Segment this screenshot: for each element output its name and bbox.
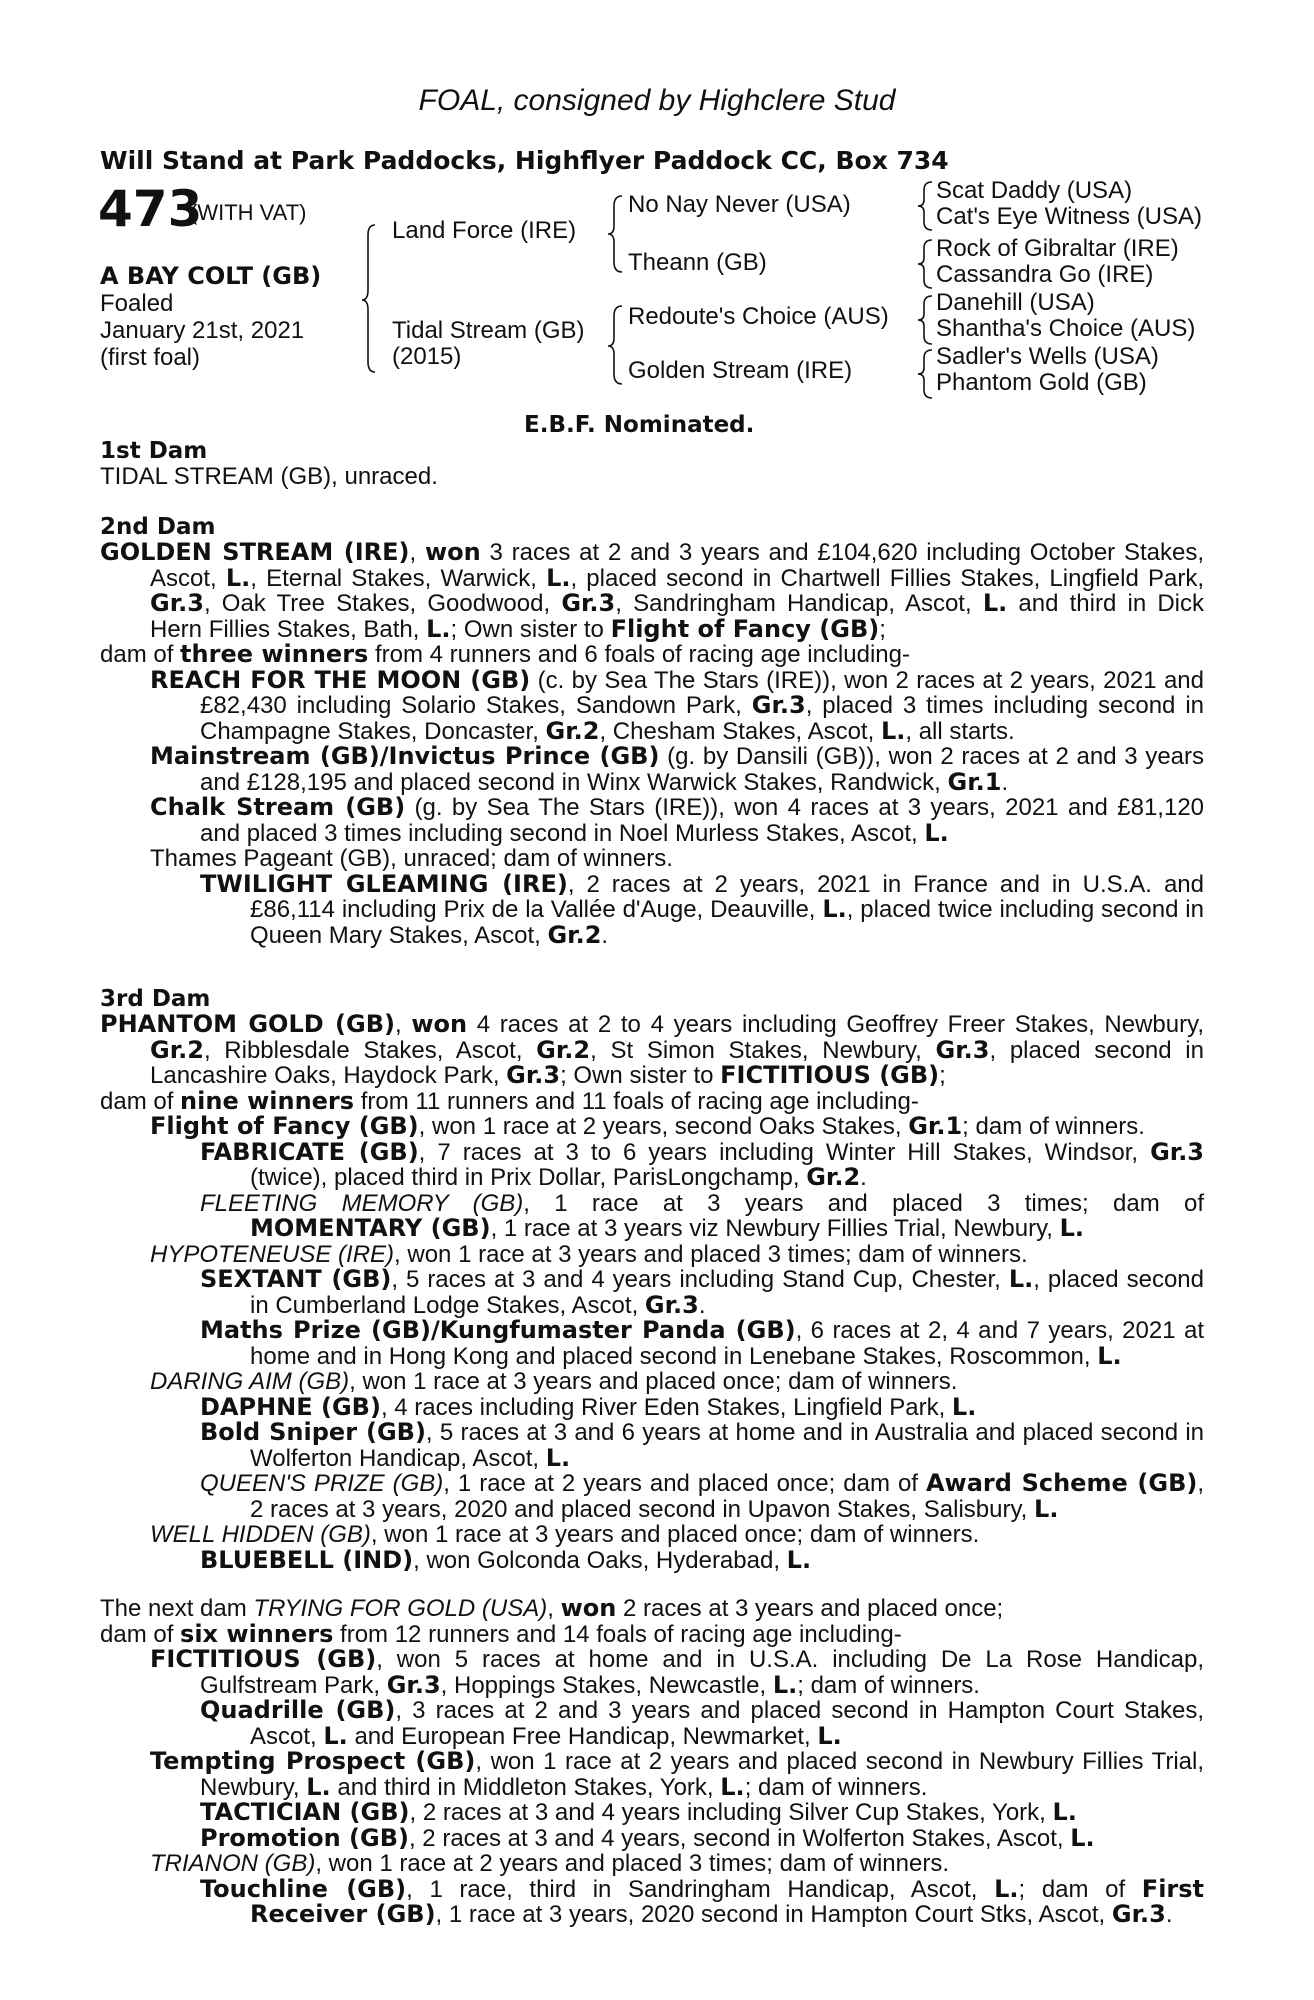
pedigree-sire: Land Force (IRE) bbox=[392, 217, 577, 244]
horse-name: A BAY COLT (GB) bbox=[100, 262, 322, 290]
pedigree-ss-dam: Cat's Eye Witness (USA) bbox=[936, 203, 1202, 230]
pedigree-ds-sire: Danehill (USA) bbox=[936, 289, 1095, 316]
produce-entry: WELL HIDDEN (GB), won 1 race at 3 years and placed once; dam of winners. bbox=[150, 1521, 980, 1548]
next-dam-body bbox=[100, 1596, 1204, 1928]
pedigree-dam-dam: Golden Stream (IRE) bbox=[628, 357, 853, 384]
pedigree-dam: Tidal Stream (GB) bbox=[392, 317, 585, 344]
first-dam-heading: 1st Dam bbox=[100, 438, 208, 464]
produce-entry: FLEETING MEMORY (GB), 1 race at 3 years and placed 3 times; dam of bbox=[200, 1189, 1204, 1217]
pedigree-sire-sire: No Nay Never (USA) bbox=[628, 191, 851, 218]
bracket-sire bbox=[608, 196, 622, 272]
third-dam-heading: 3rd Dam bbox=[100, 986, 211, 1012]
produce-entry: BLUEBELL (IND), won Golconda Oaks, Hyderabad, L. bbox=[200, 1545, 812, 1574]
pedigree-ss-sire: Scat Daddy (USA) bbox=[936, 177, 1133, 204]
stand-location: Will Stand at Park Paddocks, Highflyer Paddock CC, Box 734 bbox=[100, 146, 949, 175]
produce-entry: Thames Pageant (GB), unraced; dam of winners. bbox=[150, 845, 673, 872]
produce-entry: Flight of Fancy (GB), won 1 race at 2 years, second Oaks Stakes, Gr.1; dam of winners. bbox=[150, 1112, 1145, 1140]
pedigree-dam-sire: Redoute's Choice (AUS) bbox=[628, 303, 889, 330]
foaled-label: Foaled bbox=[100, 290, 174, 317]
catalogue-header: FOAL, consigned by Highclere Stud bbox=[418, 84, 896, 117]
produce-entry: TWILIGHT GLEAMING (IRE), 2 races at 2 years, 2021 in France and in U.S.A. and £86,114 including Prix de la Vallée d'Auge, Deauville, L., placed twice including second in Queen Mary Stakes, Ascot, Gr.2. bbox=[200, 869, 1204, 949]
second-dam-record: GOLDEN STREAM (IRE), won 3 races at 2 and 3 years and £104,620 including October Stakes, Ascot, L., Eternal Stakes, Warwick, L., placed second in Chartwell Fillies Stakes, Lingfield Park, Gr.3, Oak Tree Stakes, Goodwood, Gr.3, Sandringham Handicap, Ascot, L. and third in Dick Hern Fillies Stakes, Bath, L.; Own sister to Flight of Fancy (GB); bbox=[100, 538, 1204, 643]
bracket-sd bbox=[918, 240, 932, 288]
produce-entry: Maths Prize (GB)/Kungfumaster Panda (GB), 6 races at 2, 4 and 7 years, 2021 at home and in Hong Kong and placed second in Lenebane Stakes, Roscommon, L. bbox=[200, 1316, 1204, 1370]
bracket-dd bbox=[918, 350, 932, 398]
produce-entry: SEXTANT (GB), 5 races at 3 and 4 years including Stand Cup, Chester, L., placed second in Cumberland Lodge Stakes, Ascot, Gr.3. bbox=[200, 1265, 1205, 1319]
produce-entry: MOMENTARY (GB), 1 race at 3 years viz Newbury Fillies Trial, Newbury, L. bbox=[250, 1214, 1085, 1242]
bracket-dam bbox=[608, 306, 622, 384]
pedigree-sire-dam: Theann (GB) bbox=[628, 249, 767, 276]
produce-entry: FABRICATE (GB), 7 races at 3 to 6 years including Winter Hill Stakes, Windsor, Gr.3 (twice), placed third in Prix Dollar, ParisLongchamp, Gr.2. bbox=[200, 1137, 1205, 1191]
second-dam-produce-summary: dam of three winners from 4 runners and 6 foals of racing age including- bbox=[100, 640, 910, 668]
produce-entry: Chalk Stream (GB) (g. by Sea The Stars (IRE)), won 4 races at 3 years, 2021 and £81,120 and placed 3 times including second in Noel Murless Stakes, Ascot, L. bbox=[150, 793, 1205, 847]
bracket-gen1 bbox=[362, 225, 375, 372]
produce-entry: TRIANON (GB), won 1 race at 2 years and placed 3 times; dam of winners. bbox=[150, 1850, 949, 1877]
third-dam-produce-summary: dam of nine winners from 11 runners and 11 foals of racing age including- bbox=[100, 1086, 919, 1115]
ebf-nomination: E.B.F. Nominated. bbox=[524, 412, 755, 438]
produce-entry: Touchline (GB), 1 race, third in Sandringham Handicap, Ascot, L.; dam of First Receiver (GB), 1 race at 3 years, 2020 second in Hampton Court Stks, Ascot, Gr.3. bbox=[200, 1874, 1205, 1928]
vat-note: (WITH VAT) bbox=[190, 200, 307, 225]
second-dam-body bbox=[100, 540, 1204, 948]
bracket-ss bbox=[918, 182, 932, 230]
next-dam-record: The next dam TRYING FOR GOLD (USA), won 2 races at 3 years and placed once; bbox=[100, 1594, 1004, 1622]
next-dam-produce-summary: dam of six winners from 12 runners and 14 foals of racing age including- bbox=[100, 1619, 902, 1648]
foaled-date: January 21st, 2021 bbox=[100, 317, 305, 344]
produce-entry: DAPHNE (GB), 4 races including River Eden Stakes, Lingfield Park, L. bbox=[200, 1392, 977, 1421]
produce-entry: DARING AIM (GB), won 1 race at 3 years and placed once; dam of winners. bbox=[150, 1368, 958, 1395]
produce-entry: Quadrille (GB), 3 races at 2 and 3 years and placed second in Hampton Court Stakes, Ascot, L. and European Free Handicap, Newmarket, L. bbox=[200, 1696, 1204, 1750]
produce-entry: REACH FOR THE MOON (GB) (c. by Sea The Stars (IRE)), won 2 races at 2 years, 2021 and £82,430 including Solario Stakes, Sandown Park, Gr.3, placed 3 times including second in Champagne Stakes, Doncaster, Gr.2, Chesham Stakes, Ascot, L., all starts. bbox=[150, 665, 1204, 745]
third-dam-record: PHANTOM GOLD (GB), won 4 races at 2 to 4 years including Geoffrey Freer Stakes, Newbury, Gr.2, Ribblesdale Stakes, Ascot, Gr.2, St Simon Stakes, Newbury, Gr.3, placed second in Lancashire Oaks, Haydock Park, Gr.3; Own sister to FICTITIOUS (GB); bbox=[100, 1010, 1205, 1089]
lot-number: 473 bbox=[98, 180, 203, 238]
third-dam-body bbox=[100, 1012, 1204, 1573]
pedigree-dd-dam: Phantom Gold (GB) bbox=[936, 369, 1147, 396]
second-dam-heading: 2nd Dam bbox=[100, 514, 216, 540]
foal-note: (first foal) bbox=[100, 344, 201, 371]
produce-entry: TACTICIAN (GB), 2 races at 3 and 4 years including Silver Cup Stakes, York, L. bbox=[200, 1798, 1077, 1826]
produce-entry: Promotion (GB), 2 races at 3 and 4 years, second in Wolferton Stakes, Ascot, L. bbox=[200, 1823, 1095, 1852]
bracket-ds bbox=[918, 296, 932, 344]
produce-entry: FICTITIOUS (GB), won 5 races at home and in U.S.A. including De La Rose Handicap, Gulfstream Park, Gr.3, Hoppings Stakes, Newcastle, L.; dam of winners. bbox=[150, 1645, 1204, 1699]
pedigree-dam-year: (2015) bbox=[392, 343, 462, 370]
pedigree-sd-sire: Rock of Gibraltar (IRE) bbox=[936, 235, 1179, 262]
produce-entry: HYPOTENEUSE (IRE), won 1 race at 3 years and placed 3 times; dam of winners. bbox=[150, 1240, 1028, 1268]
pedigree-sd-dam: Cassandra Go (IRE) bbox=[936, 261, 1154, 288]
produce-entry: QUEEN'S PRIZE (GB), 1 race at 2 years and placed once; dam of Award Scheme (GB), 2 races at 3 years, 2020 and placed second in Upavon Stakes, Salisbury, L. bbox=[200, 1469, 1205, 1523]
produce-entry: Tempting Prospect (GB), won 1 race at 2 years and placed second in Newbury Fillies Trial, Newbury, L. and third in Middleton Stakes, York, L.; dam of winners. bbox=[150, 1747, 1205, 1801]
produce-entry: Mainstream (GB)/Invictus Prince (GB) (g. by Dansili (GB)), won 2 races at 2 and 3 years and £128,195 and placed second in Winx Warwick Stakes, Randwick, Gr.1. bbox=[150, 742, 1205, 796]
first-dam-text: TIDAL STREAM (GB), unraced. bbox=[100, 463, 438, 490]
pedigree-ds-dam: Shantha's Choice (AUS) bbox=[936, 315, 1196, 342]
pedigree-dd-sire: Sadler's Wells (USA) bbox=[936, 343, 1159, 370]
produce-entry: Bold Sniper (GB), 5 races at 3 and 6 years at home and in Australia and placed second in Wolferton Handicap, Ascot, L. bbox=[200, 1418, 1204, 1472]
